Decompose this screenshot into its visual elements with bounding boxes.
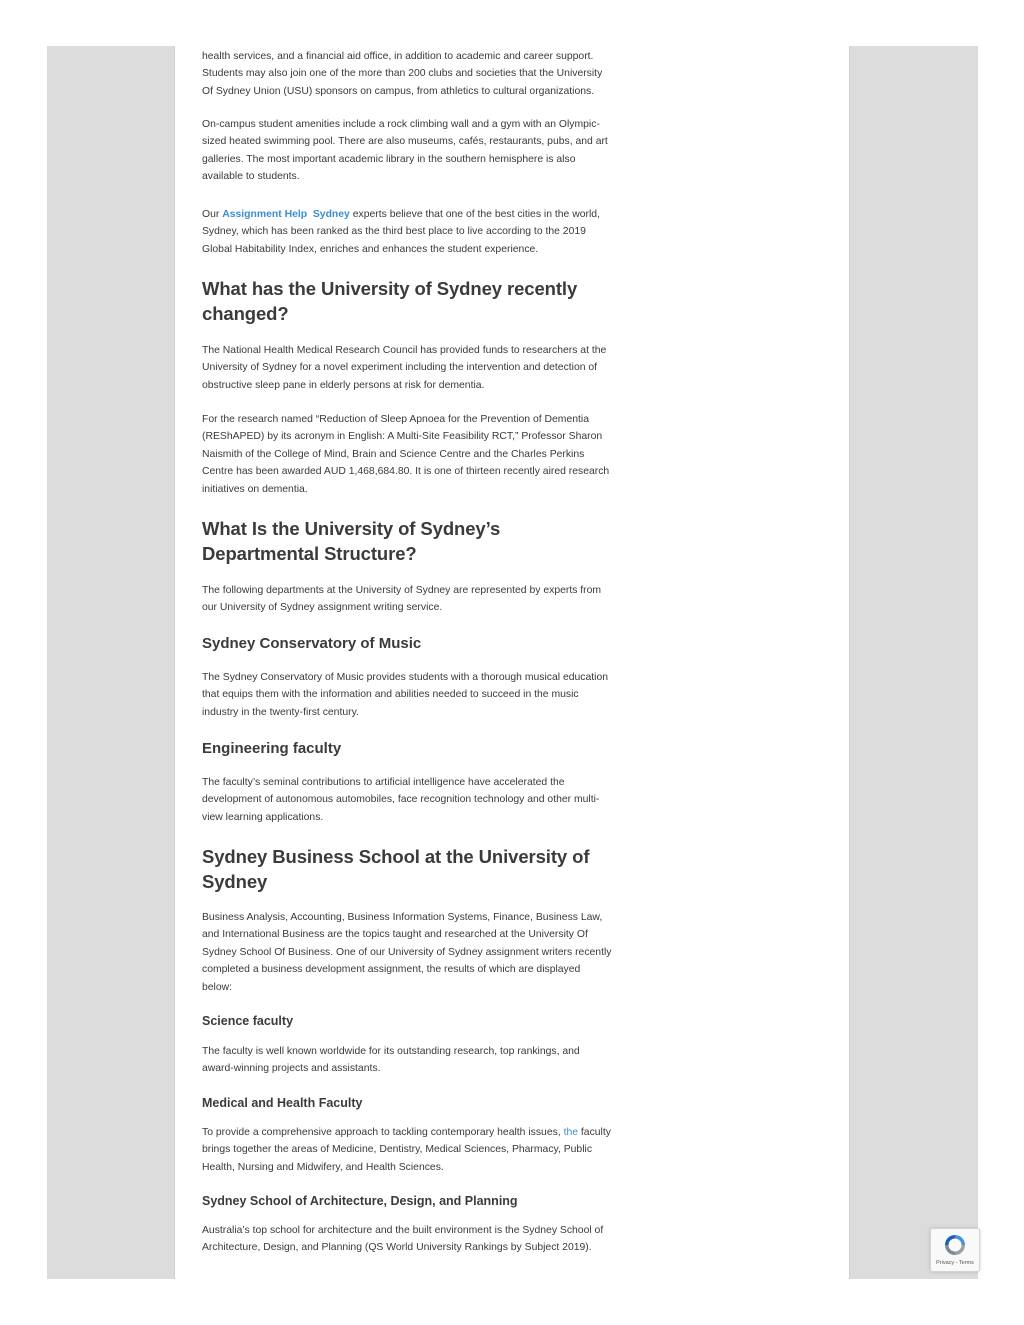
the-link[interactable]: the xyxy=(563,1127,579,1138)
paragraph-conservatory-music: The Sydney Conservatory of Music provides students with a thorough musical education that equips them with the information and abilities needed to succeed in the music industry in the twenty-first century. xyxy=(202,672,609,718)
paragraph-reshaped-research: For the research named “Reduction of Sleep Apnoea for the Prevention of Dementia (REShAPED) by its acronym in English: A Multi-Site Feasibility RCT,” Professor Sharon Naismith of the College of Mind, Brain and Science Centre and the Charles Perkins Centre has been awarded AUD 1,468,684.80. It is one of thirteen recently aired research initiatives on dementia. xyxy=(202,414,610,495)
paragraph-text: experts believe that one of the best cities in the world, Sydney, which has been ranked as the third best place to live according to the 2019 Global Habitability Index, enriches and enhances the student experience. xyxy=(202,209,600,255)
document-page xyxy=(175,46,849,1279)
paragraph-assignment-help xyxy=(202,206,612,258)
heading-medical-faculty: Medical and Health Faculty xyxy=(202,1096,363,1110)
heading-departmental-structure: What Is the University of Sydney’s Departmental Structure? xyxy=(202,518,501,564)
left-margin xyxy=(47,46,175,1279)
recaptcha-icon xyxy=(943,1233,967,1257)
paragraph-student-services: health services, and a financial aid office, in addition to academic and career support. Students may also join one of the more than 200 clubs and societies that the University Of Sydney Union (USU) sponsors on campus, from athletics to cultural organizations. xyxy=(202,51,603,97)
paragraph-research-funding: The National Health Medical Research Council has provided funds to researchers at the University of Sydney for a novel experiment including the intervention and detection of obstructive sleep pane in elderly persons at risk for dementia. xyxy=(202,345,607,391)
heading-recent-changes: What has the University of Sydney recently changed? xyxy=(202,278,578,324)
heading-business-school: Sydney Business School at the University of Sydney xyxy=(202,846,590,892)
heading-conservatory-music: Sydney Conservatory of Music xyxy=(202,635,422,652)
right-margin xyxy=(850,46,978,1279)
paragraph-text: faculty brings together the areas of Medicine, Dentistry, Medical Sciences, Pharmacy, Public Health, Nursing and Midwifery, and Health Sciences. xyxy=(202,1127,611,1173)
sydney-link[interactable]: Sydney xyxy=(312,209,350,220)
paragraph-amenities: On-campus student amenities include a rock climbing wall and a gym with an Olympic-sized heated swimming pool. There are also museums, cafés, restaurants, pubs, and art galleries. The most important academic library in the southern hemisphere is also available to students. xyxy=(202,119,608,183)
paragraph-medical-faculty xyxy=(202,1124,612,1176)
heading-science-faculty: Science faculty xyxy=(202,1014,294,1028)
recaptcha-terms[interactable]: Privacy - Terms xyxy=(936,1260,974,1266)
paragraph-engineering-faculty: The faculty’s seminal contributions to artificial intelligence have accelerated the development of autonomous automobiles, face recognition technology and other multi-view learning applications. xyxy=(202,777,600,823)
paragraph-text: Our xyxy=(202,209,223,220)
paragraph-business-school: Business Analysis, Accounting, Business Information Systems, Finance, Business Law, and International Business are the topics taught and researched at the University Of Sydney School Of Business. One of our University of Sydney assignment writers recently completed a business development assignment, the results of which are displayed below: xyxy=(202,912,612,993)
heading-engineering-faculty: Engineering faculty xyxy=(202,740,342,757)
heading-architecture-school: Sydney School of Architecture, Design, and Planning xyxy=(202,1194,518,1208)
paragraph-departments-intro: The following departments at the University of Sydney are represented by experts from our University of Sydney assignment writing service. xyxy=(202,585,602,614)
paragraph-science-faculty: The faculty is well known worldwide for its outstanding research, top rankings, and award-winning projects and assistants. xyxy=(202,1046,580,1075)
recaptcha-badge[interactable] xyxy=(930,1228,980,1272)
paragraph-text: To provide a comprehensive approach to tackling contemporary health issues, xyxy=(202,1127,564,1138)
assignment-help-link[interactable]: Assignment Help xyxy=(222,209,308,220)
document-viewer xyxy=(47,46,978,1279)
paragraph-architecture-school: Australia’s top school for architecture and the built environment is the Sydney School of Architecture, Design, and Planning (QS World University Rankings by Subject 2019). xyxy=(202,1225,604,1254)
